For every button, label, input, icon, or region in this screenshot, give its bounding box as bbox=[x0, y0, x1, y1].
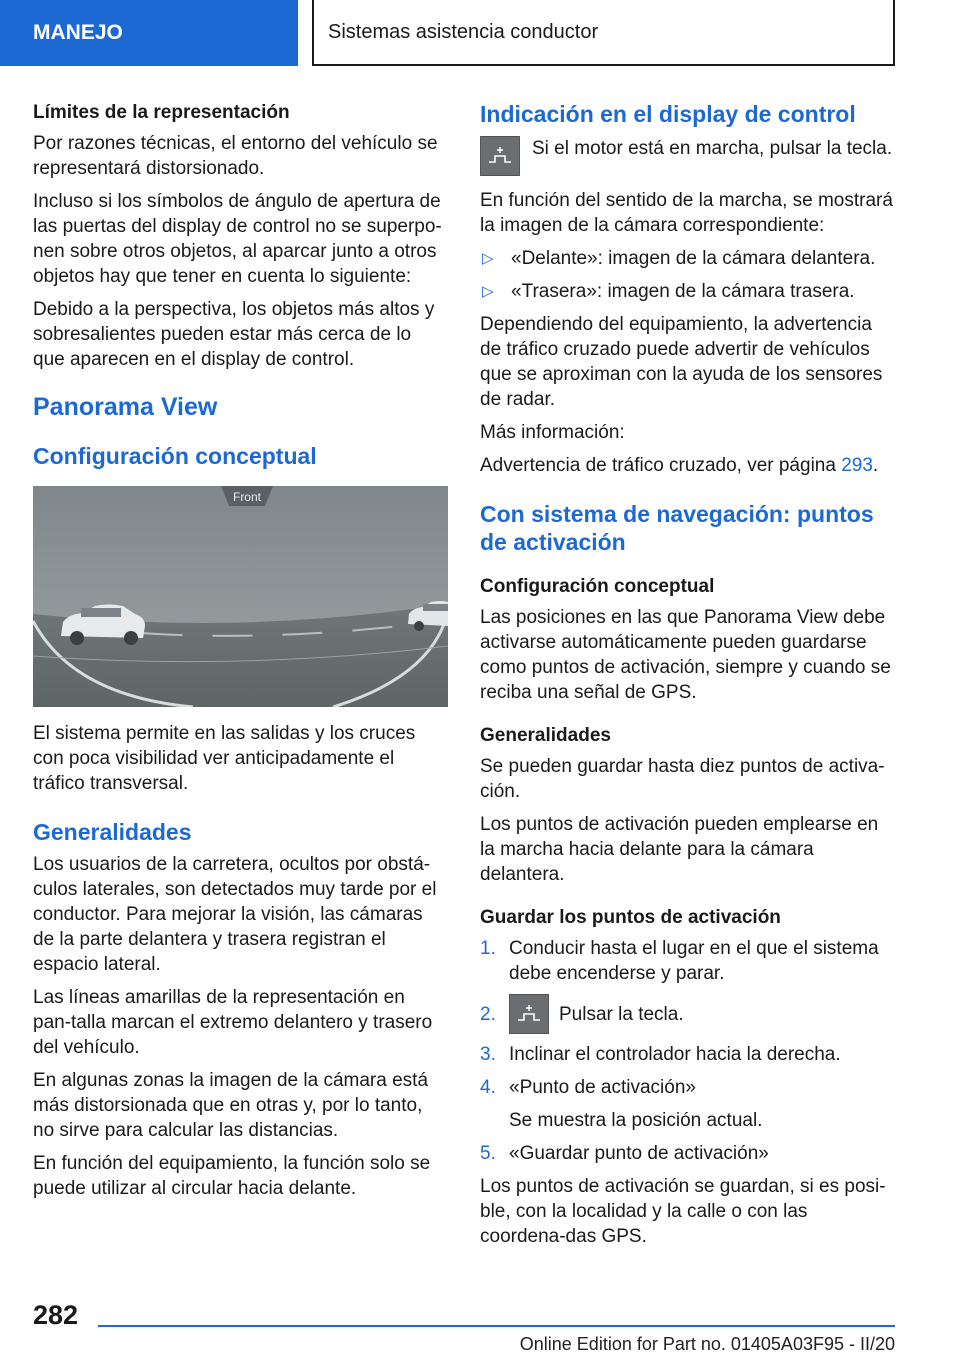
panorama-heading: Panorama View bbox=[33, 393, 218, 421]
nav-general-paragraph-1: Se pueden guardar hasta diez puntos de activa‐ción. bbox=[480, 756, 885, 802]
display-key-instruction bbox=[480, 136, 895, 176]
bullet-text: «Delante»: imagen de la cámara delantera. bbox=[511, 248, 876, 269]
concept-heading: Configuración conceptual bbox=[33, 443, 317, 469]
step-number: 1. bbox=[480, 938, 496, 959]
general-heading: Generalidades bbox=[33, 819, 192, 845]
display-key-text: Si el motor está en marcha, pulsar la tecla. bbox=[532, 138, 893, 159]
step-text: «Guardar punto de activación» bbox=[509, 1143, 769, 1164]
step-text: «Punto de activación» bbox=[509, 1077, 696, 1098]
step-4-note: Se muestra la posición actual. bbox=[509, 1110, 763, 1131]
final-paragraph: Los puntos de activación se guardan, si es posi‐ble, con la localidad y la calle o con las coordena‐das GPS. bbox=[480, 1176, 886, 1247]
list-item bbox=[480, 279, 895, 304]
footer-divider bbox=[98, 1325, 895, 1327]
general-paragraph-3: En algunas zonas la imagen de la cámara está más distorsionada que en otras y, por lo tanto, no sirve para calcular las distancias. bbox=[33, 1070, 429, 1141]
step-number: 3. bbox=[480, 1044, 496, 1065]
page-number: 282 bbox=[33, 1300, 79, 1330]
general-paragraph-4: En función del equipamiento, la función solo se puede utilizar al circular hacia delante. bbox=[33, 1153, 431, 1199]
triangle-right-icon: ▷ bbox=[482, 283, 494, 300]
right-column bbox=[480, 100, 895, 1257]
step-number: 4. bbox=[480, 1077, 496, 1098]
cross-reference-page-link[interactable]: 293 bbox=[841, 455, 873, 476]
save-points-subheading: Guardar los puntos de activación bbox=[480, 907, 781, 928]
chapter-tab bbox=[0, 0, 298, 66]
footer-edition: Online Edition for Part no. 01405A03F95 - II/20 bbox=[519, 1334, 895, 1354]
camera-view-image bbox=[33, 486, 448, 707]
bullet-text: «Trasera»: imagen de la cámara trasera. bbox=[511, 281, 855, 302]
step-text: Pulsar la tecla. bbox=[559, 1003, 684, 1025]
camera-key-icon bbox=[480, 136, 520, 176]
limits-paragraph-1: Por razones técnicas, el entorno del vehículo se representará distorsionado. bbox=[33, 133, 438, 179]
more-info-label: Más información: bbox=[480, 422, 625, 443]
limits-heading: Límites de la representación bbox=[33, 102, 290, 123]
list-item bbox=[480, 246, 895, 271]
nav-concept-paragraph: Las posiciones en las que Panorama View debe activarse automáticamente pueden guardarse como puntos de activación, siempre y cuando se reciba una señal de GPS. bbox=[480, 607, 891, 703]
cross-reference-end: . bbox=[872, 455, 879, 476]
triangle-right-icon: ▷ bbox=[482, 250, 494, 267]
step-number: 2. bbox=[480, 1003, 496, 1025]
step-item bbox=[480, 936, 895, 986]
concept-paragraph: El sistema permite en las salidas y los cruces con poca visibilidad ver anticipadamente el tráfico transversal. bbox=[33, 723, 416, 794]
left-column bbox=[33, 100, 448, 1209]
general-paragraph-1: Los usuarios de la carretera, ocultos por obstá‐culos laterales, son detectados muy tarde por el conductor. Para mejorar la visión, las cámaras de la parte delantera y trasera registran el espacio lateral. bbox=[33, 854, 437, 975]
chapter-title: MANEJO bbox=[33, 21, 123, 44]
nav-concept-subheading: Configuración conceptual bbox=[480, 576, 715, 597]
section-header bbox=[312, 0, 895, 66]
limits-paragraph-2: Incluso si los símbolos de ángulo de apertura de las puertas del display de control no se superpo‐nen sobre otros objetos, al aparcar junto a otros objetos hay que tener en cuenta lo siguiente: bbox=[33, 191, 442, 287]
step-item bbox=[480, 994, 895, 1034]
step-text: Conducir hasta el lugar en el que el sistema debe encenderse y parar. bbox=[509, 938, 879, 984]
display-heading: Indicación en el display de control bbox=[480, 101, 856, 127]
camera-key-icon bbox=[509, 994, 549, 1034]
limits-paragraph-3: Debido a la perspectiva, los objetos más altos y sobresalientes pueden estar más cerca de lo que aparecen en el display de control. bbox=[33, 299, 435, 370]
nav-general-paragraph-2: Los puntos de activación pueden emplearse en la marcha hacia delante para la cámara delantera. bbox=[480, 814, 879, 885]
step-item bbox=[480, 1075, 895, 1100]
step-number: 5. bbox=[480, 1143, 496, 1164]
camera-view-illustration bbox=[33, 486, 448, 707]
nav-heading: Con sistema de navegación: puntos de activación bbox=[480, 501, 874, 555]
display-paragraph-1: En función del sentido de la marcha, se mostrará la imagen de la cámara correspondiente: bbox=[480, 190, 893, 236]
general-paragraph-2: Las líneas amarillas de la representación en pan‐talla marcan el extremo delantero y trasero del vehículo. bbox=[33, 987, 433, 1058]
cross-reference-text: Advertencia de tráfico cruzado, ver página bbox=[480, 455, 842, 476]
camera-front-label: Front bbox=[232, 490, 262, 504]
section-title: Sistemas asistencia conductor bbox=[328, 20, 599, 43]
step-item bbox=[480, 1141, 895, 1166]
cross-reference bbox=[480, 453, 895, 478]
nav-general-subheading: Generalidades bbox=[480, 725, 611, 746]
display-paragraph-2: Dependiendo del equipamiento, la advertencia de tráfico cruzado puede advertir de vehículos que se aproximan con la ayuda de los sensores de radar. bbox=[480, 314, 883, 410]
step-item bbox=[480, 1042, 895, 1067]
step-text: Inclinar el controlador hacia la derecha. bbox=[509, 1044, 841, 1065]
